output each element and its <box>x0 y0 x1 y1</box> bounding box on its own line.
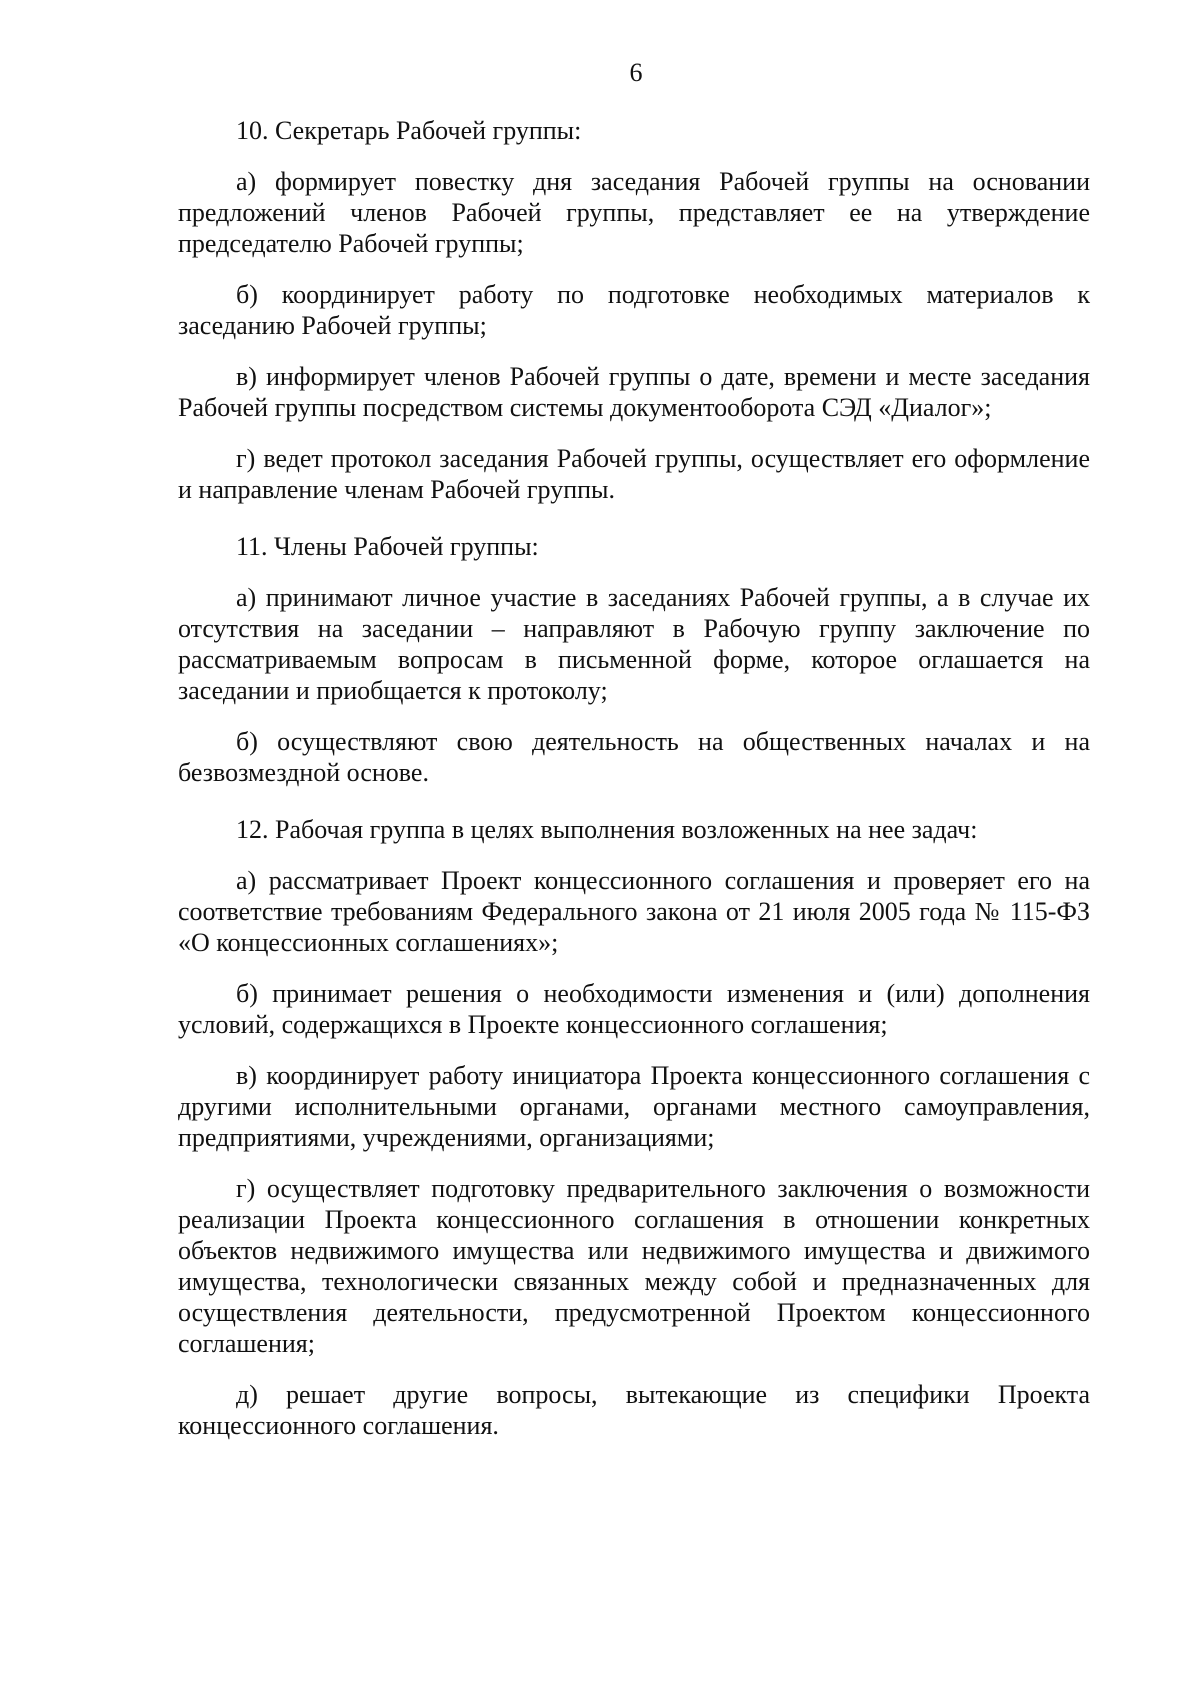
section-12 <box>178 814 1090 1441</box>
section-11 <box>178 531 1090 788</box>
list-item: б) осуществляют свою деятельность на общественных началах и на безвозмездной основе. <box>178 727 1090 787</box>
list-item: г) осуществляет подготовку предварительного заключения о возможности реализации Проекта концессионного соглашения в отношении конкретных объектов недвижимого имущества или недвижимого имущества и движимого имущества, технологически связанных между собой и предназначенных для осуществления деятельности, предусмотренной Проектом концессионного соглашения; <box>178 1174 1090 1358</box>
section-10 <box>178 115 1090 505</box>
list-item: а) рассматривает Проект концессионного соглашения и проверяет его на соответствие требованиям Федерального закона от 21 июля 2005 года № 115-ФЗ «О концессионных соглашениях»; <box>178 866 1090 957</box>
list-item: а) принимают личное участие в заседаниях Рабочей группы, а в случае их отсутствия на заседании – направляют в Рабочую группу заключение по рассматриваемым вопросам в письменной форме, которое оглашается на заседании и приобщается к протоколу; <box>178 583 1090 705</box>
list-item: в) информирует членов Рабочей группы о дате, времени и месте заседания Рабочей группы посредством системы документооборота СЭД «Диалог»; <box>178 362 1090 422</box>
list-item: г) ведет протокол заседания Рабочей группы, осуществляет его оформление и направление членам Рабочей группы. <box>178 444 1090 504</box>
page-number: 6 <box>629 58 643 87</box>
section-heading: 12. Рабочая группа в целях выполнения возложенных на нее задач: <box>236 815 978 844</box>
list-item: б) координирует работу по подготовке необходимых материалов к заседанию Рабочей группы; <box>178 280 1090 340</box>
section-heading: 10. Секретарь Рабочей группы: <box>236 116 582 145</box>
section-heading: 11. Члены Рабочей группы: <box>236 532 539 561</box>
document-body <box>178 115 1090 1461</box>
list-item: в) координирует работу инициатора Проекта концессионного соглашения с другими исполнительными органами, органами местного самоуправления, предприятиями, учреждениями, организациями; <box>178 1061 1090 1152</box>
list-item: б) принимает решения о необходимости изменения и (или) дополнения условий, содержащихся в Проекте концессионного соглашения; <box>178 979 1090 1039</box>
list-item: а) формирует повестку дня заседания Рабочей группы на основании предложений членов Рабочей группы, представляет ее на утверждение председателю Рабочей группы; <box>178 167 1090 258</box>
list-item: д) решает другие вопросы, вытекающие из специфики Проекта концессионного соглашения. <box>178 1380 1090 1440</box>
